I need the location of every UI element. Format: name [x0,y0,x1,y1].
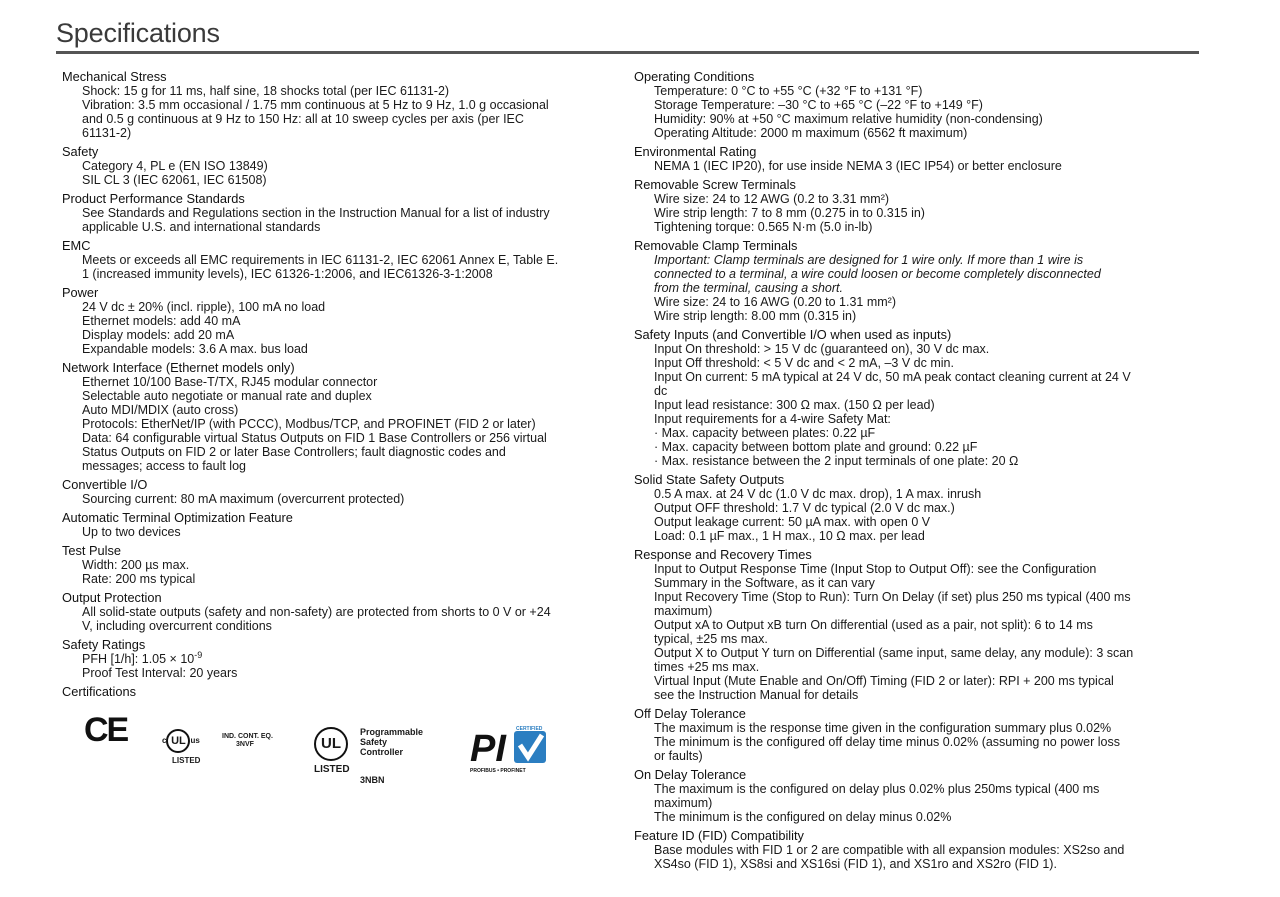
ce-mark-icon: CE [84,711,128,749]
spec-line: Input Recovery Time (Stop to Run): Turn On Delay (if set) plus 250 ms typical (400 ms [654,590,1131,604]
spec-section-output-protection [62,591,617,633]
important-note-line: connected to a terminal, a wire could loosen or become completely disconnected [654,267,1101,281]
ul-listed-label: LISTED [172,756,201,765]
section-heading: Product Performance Standards [62,191,245,206]
spec-line: Up to two devices [82,525,181,539]
spec-line: · Max. capacity between bottom plate and ground: 0.22 µF [654,440,978,454]
spec-line: Auto MDI/MDIX (auto cross) [82,403,239,417]
spec-line: Status Outputs on FID 2 or later Base Controllers; fault diagnostic codes and [82,445,506,459]
section-body [62,253,617,281]
section-heading: Safety [62,144,99,159]
ul-file-code: 3NBN [360,775,385,785]
spec-line: Ethernet models: add 40 mA [82,314,241,328]
section-body [62,159,617,187]
section-heading: Convertible I/O [62,477,148,492]
pi-tagline: PROFIBUS • PROFINET [470,768,526,774]
spec-line: 1 (increased immunity levels), IEC 61326-1:2006, and IEC61326-3-1:2008 [82,267,493,281]
spec-line: times +25 ms max. [654,660,760,674]
spec-section-certifications [62,685,617,699]
spec-section-emc [62,239,617,281]
spec-line: messages; access to fault log [82,459,246,473]
spec-section-mechanical-stress [62,70,617,140]
spec-line: Ethernet 10/100 Base-T/TX, RJ45 modular connector [82,375,378,389]
spec-section-convertible-i-o [62,478,617,506]
spec-line: The minimum is the configured off delay time minus 0.02% (assuming no power loss [654,735,1120,749]
spec-section-automatic-terminal-optimization-feature [62,511,617,539]
spec-line: See Standards and Regulations section in the Instruction Manual for a list of industry [82,206,550,220]
spec-line: Selectable auto negotiate or manual rate and duplex [82,389,372,403]
section-body [634,159,1194,173]
spec-line: Summary in the Software, as it can vary [654,576,875,590]
section-body [62,84,617,140]
spec-line: Operating Altitude: 2000 m maximum (6562 ft maximum) [654,126,968,140]
spec-section-safety-ratings [62,638,617,680]
spec-line: Storage Temperature: –30 °C to +65 °C (–22 °F to +149 °F) [654,98,983,112]
ul-us-label: us [190,736,200,745]
section-heading: Certifications [62,684,136,699]
spec-section-network-interface-ethernet-models-only [62,361,617,473]
spec-section-response-and-recovery-times [634,548,1194,702]
spec-line: Base modules with FID 1 or 2 are compatible with all expansion modules: XS2so and [654,843,1125,857]
ul-code-line: IND. CONT. EQ. [222,733,273,740]
certification-logos [62,709,617,785]
section-heading: Safety Ratings [62,637,146,652]
section-body [634,843,1194,871]
spec-section-test-pulse [62,544,617,586]
spec-line: Output xA to Output xB turn On differential (used as a pair, not split): 6 to 14 ms [654,618,1093,632]
spec-line: Wire strip length: 7 to 8 mm (0.275 in to 0.315 in) [654,206,925,220]
ul-desc-line: Programmable [360,727,424,737]
left-column [62,69,617,785]
spec-line: 0.5 A max. at 24 V dc (1.0 V dc max. drop), 1 A max. inrush [654,487,982,501]
spec-line: Output X to Output Y turn on Differential (same input, same delay, any module): 3 scan [654,646,1134,660]
section-heading: Removable Clamp Terminals [634,238,798,253]
spec-line: Input requirements for a 4-wire Safety Mat: [654,412,891,426]
section-heading: Output Protection [62,590,162,605]
spec-section-solid-state-safety-outputs [634,473,1194,543]
section-body [62,206,617,234]
section-heading: EMC [62,238,91,253]
spec-line: Sourcing current: 80 mA maximum (overcurrent protected) [82,492,405,506]
section-heading: Power [62,285,99,300]
important-note-line: Important: Clamp terminals are designed for 1 wire only. If more than 1 wire is [654,253,1084,267]
spec-line: applicable U.S. and international standards [82,220,321,234]
section-heading: Test Pulse [62,543,122,558]
ul-mark: UL [166,729,190,753]
ul-code-line: 3NVF [236,741,254,748]
section-heading: Mechanical Stress [62,69,167,84]
spec-line: Input to Output Response Time (Input Stop to Output Off): see the Configuration [654,562,1097,576]
spec-section-feature-id-fid-compatibility [634,829,1194,871]
important-note-line: from the terminal, causing a short. [654,281,843,295]
spec-line: Input lead resistance: 300 Ω max. (150 Ω per lead) [654,398,935,412]
section-heading: Removable Screw Terminals [634,177,796,192]
spec-line: · Max. resistance between the 2 input terminals of one plate: 20 Ω [654,454,1019,468]
spec-line: All solid-state outputs (safety and non-safety) are protected from shorts to 0 V or +24 [82,605,551,619]
spec-line: Output leakage current: 50 µA max. with open 0 V [654,515,931,529]
spec-section-power [62,286,617,356]
ul-listed-label: LISTED [314,764,350,775]
spec-line: dc [654,384,668,398]
spec-line: Input On threshold: > 15 V dc (guaranteed on), 30 V dc max. [654,342,990,356]
spec-line: 24 V dc ± 20% (incl. ripple), 100 mA no load [82,300,326,314]
section-heading: Safety Inputs (and Convertible I/O when used as inputs) [634,327,952,342]
spec-line: The maximum is the configured on delay plus 0.02% plus 250ms typical (400 ms [654,782,1100,796]
right-column [634,70,1194,876]
section-body [62,605,617,633]
spec-line: XS4so (FID 1), XS8si and XS16si (FID 1), and XS1ro and XS2ro (FID 1). [654,857,1057,871]
spec-line: or faults) [654,749,703,763]
spec-line: Data: 64 configurable virtual Status Outputs on FID 1 Base Controllers or 256 virtual [82,431,547,445]
section-heading: On Delay Tolerance [634,767,747,782]
spec-section-safety [62,145,617,187]
spec-line: Display models: add 20 mA [82,328,235,342]
spec-line: Vibration: 3.5 mm occasional / 1.75 mm continuous at 5 Hz to 9 Hz, 1.0 g occasional [82,98,549,112]
spec-line: The minimum is the configured on delay minus 0.02% [654,810,952,824]
ul-desc-line: Controller [360,747,404,757]
section-heading: Off Delay Tolerance [634,706,746,721]
section-body [62,558,617,586]
section-body [634,562,1194,702]
profinet-pi-certified-icon [470,723,550,778]
section-body [62,525,617,539]
spec-line: The maximum is the response time given in the configuration summary plus 0.02% [654,721,1112,735]
ul-desc-line: Safety [360,737,388,747]
section-heading: Solid State Safety Outputs [634,472,785,487]
spec-line: Wire size: 24 to 12 AWG (0.2 to 3.31 mm²) [654,192,890,206]
spec-line: Output OFF threshold: 1.7 V dc typical (2.0 V dc max.) [654,501,955,515]
spec-line: Wire strip length: 8.00 mm (0.315 in) [654,309,857,323]
spec-line: Rate: 200 ms typical [82,572,196,586]
spec-line: Tightening torque: 0.565 N·m (5.0 in-lb) [654,220,873,234]
spec-line: Temperature: 0 °C to +55 °C (+32 °F to +131 °F) [654,84,923,98]
spec-line: Humidity: 90% at +50 °C maximum relative humidity (non-condensing) [654,112,1043,126]
section-body [62,375,617,473]
spec-section-on-delay-tolerance [634,768,1194,824]
spec-line: Meets or exceeds all EMC requirements in IEC 61131-2, IEC 62061 Annex E, Table E. [82,253,559,267]
section-body [634,253,1194,323]
section-body [634,84,1194,140]
spec-line: see the Instruction Manual for details [654,688,859,702]
spec-line: Expandable models: 3.6 A max. bus load [82,342,308,356]
ul-listed-icon [314,727,350,777]
section-body [634,782,1194,824]
spec-line: Protocols: EtherNet/IP (with PCCC), Modbus/TCP, and PROFINET (FID 2 or later) [82,417,536,431]
spec-section-product-performance-standards [62,192,617,234]
title-divider [56,51,1199,54]
cul-us-listed-icon [162,729,200,768]
spec-line: Load: 0.1 µF max., 1 H max., 10 Ω max. per lead [654,529,925,543]
spec-line: · Max. capacity between plates: 0.22 µF [654,426,876,440]
pi-letters: PI [470,728,506,770]
spec-line: Input On current: 5 mA typical at 24 V dc, 50 mA peak contact cleaning current at 24 V [654,370,1131,384]
spec-line: 61131-2) [82,126,132,140]
section-body [634,487,1194,543]
section-heading: Automatic Terminal Optimization Feature [62,510,293,525]
page-title: Specifications [56,18,220,48]
section-heading: Environmental Rating [634,144,757,159]
spec-line: Shock: 15 g for 11 ms, half sine, 18 shocks total (per IEC 61131-2) [82,84,450,98]
section-heading: Operating Conditions [634,69,755,84]
pi-certified-label: CERTIFIED [516,726,543,732]
spec-line: maximum) [654,796,713,810]
spec-section-environmental-rating [634,145,1194,173]
spec-line: Width: 200 µs max. [82,558,190,572]
section-body [634,721,1194,763]
ul-mark: UL [314,727,348,761]
section-body [62,649,617,680]
spec-line: Wire size: 24 to 16 AWG (0.20 to 1.31 mm²) [654,295,896,309]
section-heading: Network Interface (Ethernet models only) [62,360,295,375]
spec-line: Proof Test Interval: 20 years [82,666,238,680]
section-heading: Feature ID (FID) Compatibility [634,828,804,843]
spec-line: SIL CL 3 (IEC 62061, IEC 61508) [82,173,267,187]
spec-line: Category 4, PL e (EN ISO 13849) [82,159,268,173]
ul-file-code [222,733,273,749]
section-body [634,192,1194,234]
spec-line: and 0.5 g continuous at 9 Hz to 150 Hz: all at 10 sweep cycles per axis (per IEC [82,112,524,126]
spec-section-safety-inputs-and-convertible-i-o-when-used-as-inputs [634,328,1194,468]
spec-line: typical, ±25 ms max. [654,632,768,646]
section-body [62,492,617,506]
section-heading: Response and Recovery Times [634,547,812,562]
ul-product-description [360,727,423,757]
spec-section-off-delay-tolerance [634,707,1194,763]
ul-c-label: c [162,736,167,745]
spec-line: Input Off threshold: < 5 V dc and < 2 mA, –3 V dc min. [654,356,954,370]
spec-section-removable-clamp-terminals [634,239,1194,323]
spec-section-operating-conditions [634,70,1194,140]
spec-section-removable-screw-terminals [634,178,1194,234]
spec-line: V, including overcurrent conditions [82,619,272,633]
spec-line: NEMA 1 (IEC IP20), for use inside NEMA 3 (IEC IP54) or better enclosure [654,159,1062,173]
section-body [62,300,617,356]
spec-line: Virtual Input (Mute Enable and On/Off) Timing (FID 2 or later): RPI + 200 ms typical [654,674,1114,688]
spec-line: maximum) [654,604,713,618]
spec-line: PFH [1/h]: $1.05 \times 10^{-9}$ [82,649,203,666]
section-body [634,342,1194,468]
